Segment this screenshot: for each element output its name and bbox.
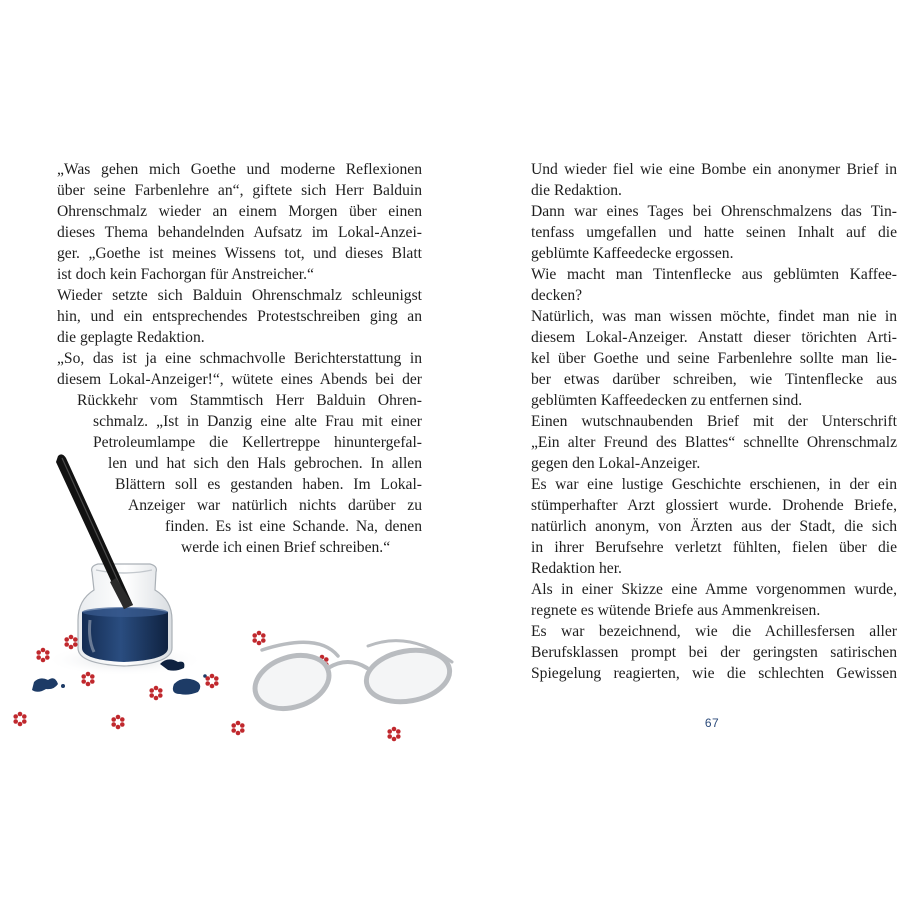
text-line: ger. „Goethe ist meines Wissens tot, und dieses Blatt xyxy=(57,245,422,262)
text-line: Blättern soll es gestanden haben. Im Lokal- xyxy=(115,476,422,493)
text-line: dieses Thema behandelnden Aufsatz im Lokal-Anzei- xyxy=(57,224,422,241)
text-line: Einen wutschnaubenden Brief mit der Unterschrift xyxy=(531,413,897,430)
text-line: Spiegelung reagierten, wie die schlechten Gewissen xyxy=(531,665,897,682)
text-line: gegen den Lokal-Anzeiger. xyxy=(531,455,701,472)
text-line: Anzeiger war natürlich nichts darüber zu xyxy=(128,497,422,514)
text-line: schmalz. „Ist in Danzig eine alte Frau mit einer xyxy=(93,413,422,430)
text-line: Es war eine lustige Geschichte erschienen, in der ein xyxy=(531,476,897,493)
text-line: finden. Es ist eine Schande. Na, denen xyxy=(165,518,422,535)
right-page xyxy=(452,0,904,904)
text-line: diesem Lokal-Anzeiger. Anstatt dieser törichten Arti- xyxy=(531,329,897,346)
text-line: Es war bezeichnend, wie die Achillesfersen aller xyxy=(531,623,897,640)
text-line: natürlich anonym, von Ärzten aus der Stadt, die sich xyxy=(531,518,897,535)
text-line: Wieder setzte sich Balduin Ohrenschmalz schleunigst xyxy=(57,287,422,304)
text-line: Petroleumlampe die Kellertreppe hinuntergefal- xyxy=(93,434,422,451)
text-line: die Redaktion. xyxy=(531,182,622,199)
text-line: ist doch kein Fachorgan für Anstreicher.“ xyxy=(57,266,314,283)
text-line: Wie macht man Tintenflecke aus geblümten Kaffee- xyxy=(531,266,897,283)
text-line: in ihrer Berufsehre verletzt fühlten, fielen über die xyxy=(531,539,897,556)
ink-bottle-icon xyxy=(78,564,172,666)
text-line: Rückkehr vom Stammtisch Herr Balduin Ohren- xyxy=(77,392,422,409)
text-line: geblümte Kaffeedecke ergossen. xyxy=(531,245,734,262)
text-line: „Was gehen mich Goethe und moderne Reflexionen xyxy=(57,161,422,178)
text-line: Und wieder fiel wie eine Bombe ein anonymer Brief in xyxy=(531,161,897,178)
text-line: Dann war eines Tages bei Ohrenschmalzens das Tin- xyxy=(531,203,897,220)
text-line: tenfass umgefallen und hatte seinen Inhalt auf die xyxy=(531,224,897,241)
text-line: Als in einer Skizze eine Amme vorgenommen wurde, xyxy=(531,581,897,598)
text-line: geblümten Kaffeedecken zu entfernen sind. xyxy=(531,392,803,409)
text-line: die geplagte Redaktion. xyxy=(57,329,205,346)
eyeglasses-icon xyxy=(248,641,454,718)
text-line: stümperhafter Arzt glossiert wurde. Drohende Briefe, xyxy=(531,497,897,514)
text-line: Redaktion her. xyxy=(531,560,622,577)
text-line: Natürlich, was man wissen möchte, findet man nie in xyxy=(531,308,897,325)
text-line: hin, und ein entsprechendes Protestschreiben ging an xyxy=(57,308,422,325)
flower-pattern xyxy=(13,631,400,742)
page-number: 67 xyxy=(704,716,720,730)
text-line: Berufsklassen prompt bei der geringsten satirischen xyxy=(531,644,897,661)
text-line: len und hat sich den Hals gebrochen. In allen xyxy=(108,455,422,472)
text-line: diesem Lokal-Anzeiger!“, wütete eines Abends bei der xyxy=(57,371,422,388)
text-line: „Ein alter Freund des Blattes“ schnellte Ohrenschmalz xyxy=(531,434,897,451)
text-line: ber etwas darüber schreiben, wie Tintenflecke aus xyxy=(531,371,897,388)
text-line: Ohrenschmalz wieder an einem Morgen über einen xyxy=(57,203,422,220)
text-line: regnete es wütende Briefe aus Ammenkreisen. xyxy=(531,602,821,619)
text-line: über seine Farbenlehre an“, giftete sich Herr Balduin xyxy=(57,182,422,199)
text-line: werde ich einen Brief schreiben.“ xyxy=(181,539,391,556)
text-line: kel über Goethe und seine Farbenlehre sollte man lie- xyxy=(531,350,897,367)
text-line: decken? xyxy=(531,287,583,304)
text-line: „So, das ist ja eine schmachvolle Berichterstattung in xyxy=(57,350,422,367)
